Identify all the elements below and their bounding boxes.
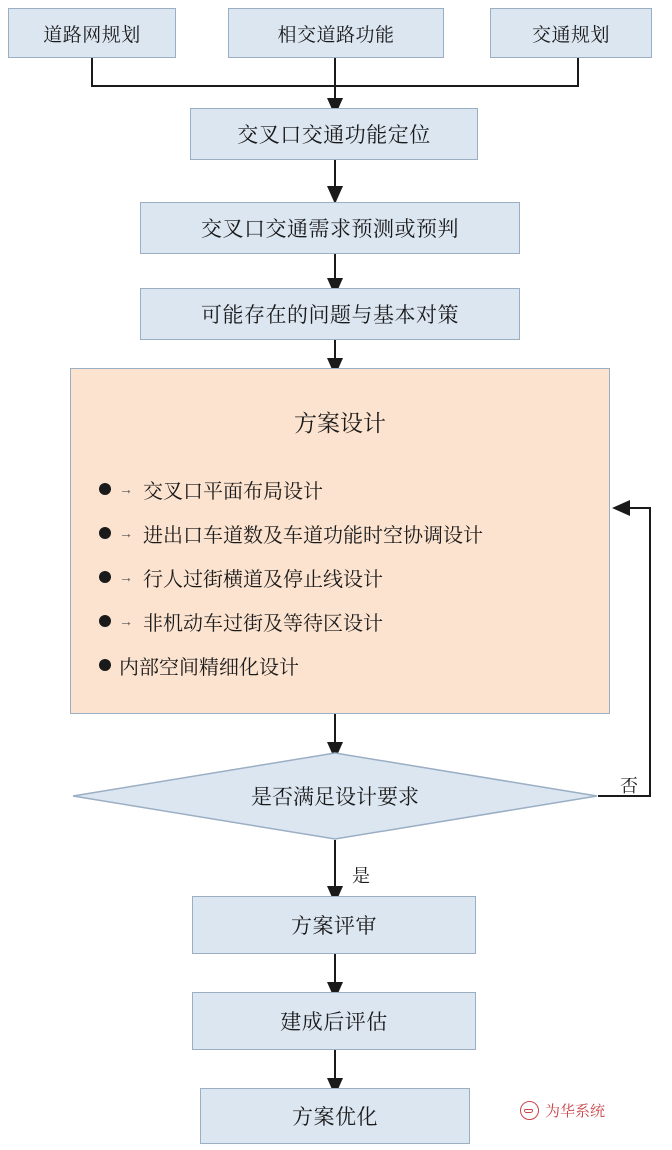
node-traffic-planning[interactable]: [490, 8, 652, 58]
bullet-dot-icon: [99, 615, 111, 627]
node-label: 方案优化: [292, 1106, 378, 1129]
decision-meets-design-requirements[interactable]: [72, 752, 598, 840]
panel-title: 方案设计: [294, 410, 386, 436]
bullet-dot-icon: [99, 659, 111, 671]
bullet-dot-icon: [99, 527, 111, 539]
list-item[interactable]: [99, 599, 599, 643]
list-item[interactable]: [99, 467, 599, 511]
node-label: 交叉口交通功能定位: [237, 124, 431, 147]
node-intersecting-road-function[interactable]: [228, 8, 444, 58]
node-label: 道路网规划: [43, 24, 141, 46]
list-item[interactable]: [99, 643, 599, 687]
node-problems-and-countermeasures[interactable]: [140, 288, 520, 340]
watermark: [520, 1100, 605, 1121]
list-item-label: 行人过街横道及停止线设计: [143, 568, 383, 591]
node-label: 交叉口交通需求预测或预判: [201, 218, 459, 241]
watermark-label: 为华系统: [545, 1103, 606, 1120]
edge-label-no: 否: [620, 776, 638, 796]
node-demand-forecast[interactable]: [140, 202, 520, 254]
node-traffic-function-positioning[interactable]: [190, 108, 478, 160]
list-item-label: 进出口车道数及车道功能时空协调设计: [143, 524, 483, 547]
arrow-icon: →: [119, 481, 133, 497]
node-post-construction-evaluation[interactable]: [192, 992, 476, 1050]
node-road-network-planning[interactable]: [8, 8, 176, 58]
node-label: 建成后评估: [280, 1011, 388, 1034]
edge-label-yes: 是: [352, 866, 370, 886]
node-label: 相交道路功能: [277, 24, 395, 46]
node-label: 方案评审: [291, 915, 377, 938]
arrow-icon: →: [119, 525, 133, 541]
decision-label: 是否满足设计要求: [251, 786, 419, 809]
list-item[interactable]: [99, 511, 599, 555]
list-item-label: 非机动车过街及等待区设计: [143, 612, 383, 635]
list-item-label: 交叉口平面布局设计: [143, 480, 323, 503]
node-label: 可能存在的问题与基本对策: [201, 304, 459, 327]
arrow-icon: →: [119, 569, 133, 585]
list-item[interactable]: [99, 555, 599, 599]
node-label: 交通规划: [531, 24, 610, 46]
panel-scheme-design: [70, 368, 610, 714]
design-item-list: [99, 467, 599, 687]
node-scheme-review[interactable]: [192, 896, 476, 954]
bullet-dot-icon: [99, 571, 111, 583]
camera-icon: [520, 1101, 539, 1120]
arrow-icon: →: [119, 613, 133, 629]
list-item-label: 内部空间精细化设计: [119, 656, 299, 679]
node-scheme-optimization[interactable]: [200, 1088, 470, 1144]
bullet-dot-icon: [99, 483, 111, 495]
